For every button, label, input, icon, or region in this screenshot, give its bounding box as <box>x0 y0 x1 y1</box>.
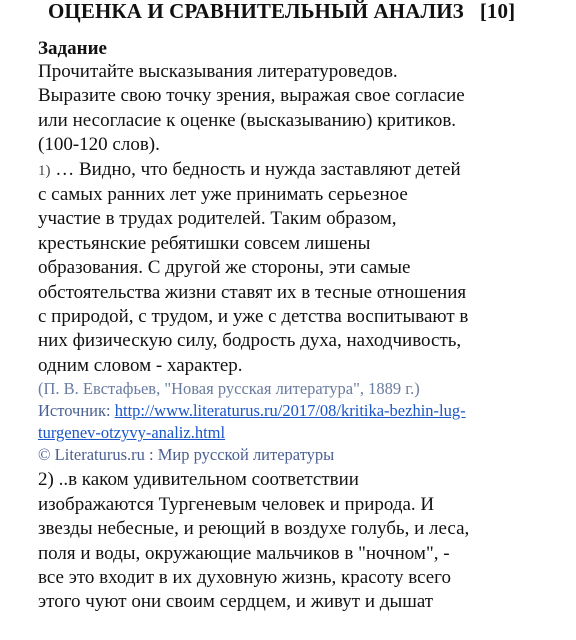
score-badge: [10] <box>479 0 516 23</box>
quote-line: звезды небесные, и реющий в воздухе голубь, и леса, <box>38 518 470 540</box>
quote-line: обстоятельства жизни ставят их в тесные отношения <box>38 281 467 303</box>
task-instructions <box>38 60 568 158</box>
task-line: (100-120 слов). <box>38 134 160 156</box>
copyright-notice: © Literaturus.ru : Мир русской литературы <box>38 445 335 465</box>
quote-line: них физическую силу, бодрость духа, находчивость, <box>38 330 462 352</box>
quote-1 <box>38 158 568 379</box>
source-link-continued[interactable]: turgenev-otzyvy-analiz.html <box>38 423 226 443</box>
quote-line: все это входит в их духовную жизнь, красоту всего <box>38 566 451 588</box>
document-page <box>38 0 568 615</box>
quote-line: участие в трудах родителей. Таким образом, <box>38 208 397 230</box>
task-line: или несогласие к оценке (высказыванию) критиков. <box>38 109 457 131</box>
source-first-line <box>38 400 568 422</box>
quote-line: с природой, с трудом, и уже с детства воспитывают в <box>38 306 469 328</box>
quote-line: 2) ..в каком удивительном соответствии <box>38 469 359 491</box>
quote-2 <box>38 468 568 614</box>
task-line: Выразите свою точку зрения, выражая свое согласие <box>38 85 465 107</box>
quote-line: поля и воды, окружающие мальчиков в "ночном", - <box>38 542 450 564</box>
source-label: Источник: <box>38 401 115 421</box>
quote-line: одним словом - характер. <box>38 354 243 376</box>
quote-1-number: 1) <box>38 162 51 179</box>
source-link[interactable]: http://www.literaturus.ru/2017/08/kritika-bezhin-lug- <box>114 401 466 421</box>
quote-1-attribution: (П. В. Евстафьев, "Новая русская литература", 1889 г.) <box>38 379 420 399</box>
quote-line: с самых ранних лет уже принимать серьезное <box>38 184 408 206</box>
quote-line: крестьянские ребятишки совсем лишены <box>38 232 371 254</box>
quote-1-first-line <box>38 158 568 183</box>
section-heading <box>48 0 568 26</box>
section-title: ОЦЕНКА И СРАВНИТЕЛЬНЫЙ АНАЛИЗ <box>48 0 464 23</box>
quote-line: изображаются Тургеневым человек и природа. И <box>38 493 435 515</box>
task-line: Прочитайте высказывания литературоведов. <box>38 61 398 82</box>
quote-line: … Видно, что бедность и нужда заставляют детей <box>55 158 461 180</box>
quote-line: образования. С другой же стороны, эти самые <box>38 257 411 279</box>
task-label: Задание <box>38 38 107 59</box>
quote-line: этого чуют они своим сердцем, и живут и дышат <box>38 591 434 613</box>
quote-1-source <box>38 400 568 444</box>
